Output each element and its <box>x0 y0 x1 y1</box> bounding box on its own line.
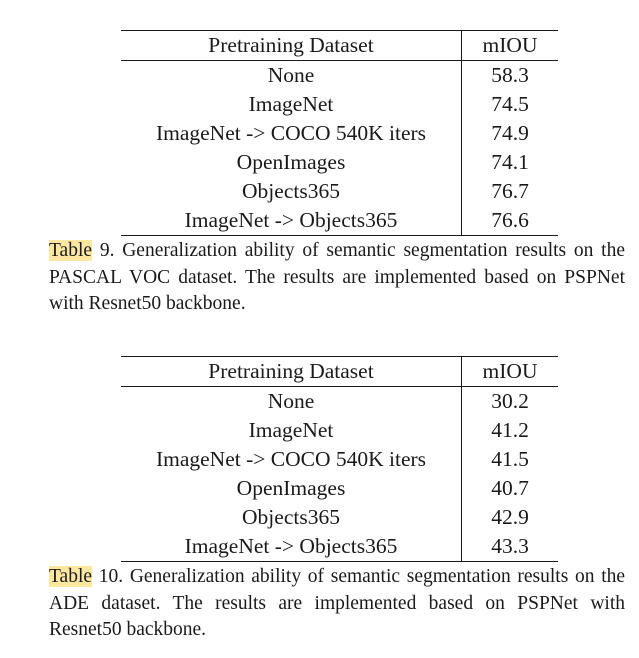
row-miou: 58.3 <box>462 61 559 91</box>
results-table-10 <box>121 356 558 562</box>
table-row <box>121 90 558 119</box>
header-dataset: Pretraining Dataset <box>121 357 462 387</box>
table-row <box>121 474 558 503</box>
row-dataset: ImageNet <box>248 92 334 116</box>
row-dataset: Objects365 <box>242 505 340 529</box>
table-row <box>121 119 558 148</box>
table-9-caption <box>49 238 625 318</box>
caption-number: 9. <box>99 240 115 261</box>
row-miou: 43.3 <box>462 532 559 562</box>
row-miou: 76.6 <box>462 206 559 236</box>
caption-text: Generalization ability of semantic segmentation results on the ADE dataset. The results are implemented based on PSPNet with Resnet50 backbone. <box>49 566 626 640</box>
table-header-row <box>121 31 558 61</box>
table-row <box>121 148 558 177</box>
row-dataset: None <box>267 63 315 87</box>
row-miou: 74.9 <box>462 119 559 148</box>
table-row <box>121 503 558 532</box>
row-dataset: OpenImages <box>236 476 346 500</box>
caption-label-highlight: Table <box>49 240 93 261</box>
row-miou: 74.1 <box>462 148 559 177</box>
table-row <box>121 532 558 562</box>
row-miou: 40.7 <box>462 474 559 503</box>
caption-text: Generalization ability of semantic segmentation results on the PASCAL VOC dataset. The results are implemented based on PSPNet with Resnet50 backbone. <box>49 240 626 314</box>
table-row <box>121 387 558 417</box>
row-dataset: Objects365 <box>242 179 340 203</box>
row-dataset: ImageNet -> COCO 540K iters <box>155 447 427 471</box>
table-row <box>121 206 558 236</box>
header-dataset: Pretraining Dataset <box>121 31 462 61</box>
row-miou: 41.5 <box>462 445 559 474</box>
row-miou: 41.2 <box>462 416 559 445</box>
table-10-caption <box>49 564 625 644</box>
caption-number: 10. <box>98 566 124 587</box>
row-dataset: ImageNet -> COCO 540K iters <box>155 121 427 145</box>
header-miou: mIOU <box>462 357 559 387</box>
table-9-block <box>0 30 639 318</box>
results-table-9 <box>121 30 558 236</box>
table-row <box>121 445 558 474</box>
caption-label-highlight: Table <box>49 566 93 587</box>
header-miou: mIOU <box>462 31 559 61</box>
row-dataset: ImageNet -> Objects365 <box>121 532 462 562</box>
row-miou: 74.5 <box>462 90 559 119</box>
row-miou: 42.9 <box>462 503 559 532</box>
row-dataset: ImageNet <box>248 418 334 442</box>
row-miou: 30.2 <box>462 387 559 417</box>
row-dataset: OpenImages <box>236 150 346 174</box>
table-row <box>121 61 558 91</box>
table-10-block <box>0 356 639 644</box>
table-header-row <box>121 357 558 387</box>
row-dataset: ImageNet -> Objects365 <box>121 206 462 236</box>
row-dataset: None <box>267 389 315 413</box>
table-row <box>121 177 558 206</box>
row-miou: 76.7 <box>462 177 559 206</box>
table-row <box>121 416 558 445</box>
